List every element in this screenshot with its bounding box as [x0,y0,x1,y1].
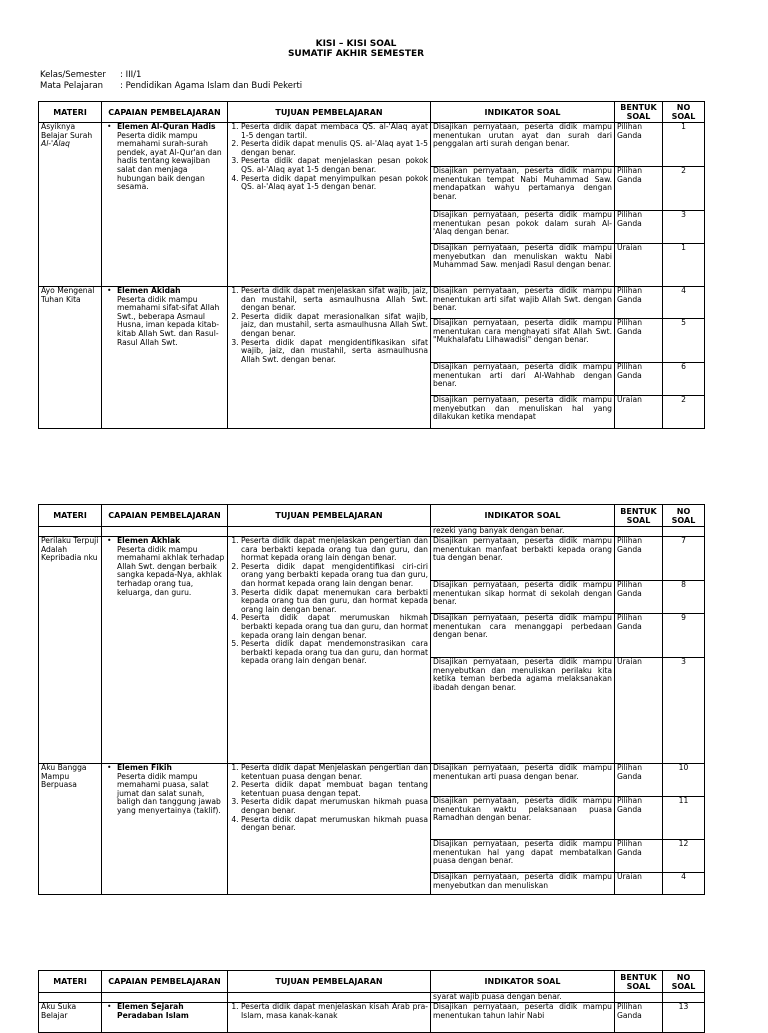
bentuk-cell: Uraian [615,396,663,429]
meta-mapel: Mata Pelajaran : Pendidikan Agama Islam dan Budi Pekerti [40,81,303,91]
indikator-cell: Disajikan pernyataan, peserta didik mampu menentukan tempat Nabi Muhammad Saw. mendapatkan wahyu pertamanya dengan benar. [431,167,615,211]
header-bentuk: BENTUK SOAL [615,971,663,993]
bentuk-cell: Pilihan Ganda [615,581,663,614]
indikator-cell: Disajikan pernyataan, peserta didik mampu menentukan pesan pokok dalam surah Al-'Alaq dengan benar. [431,211,615,244]
materi-cell: Aku Suka Belajar [39,1003,102,1033]
no-cell: 13 [663,1003,705,1033]
meta-kelas: Kelas/Semester : III/1 [40,70,142,80]
no-cell: 10 [663,764,705,797]
no-cell: 11 [663,797,705,840]
materi-cell: Ayo Mengenal Tuhan Kita [39,287,102,429]
tujuan-item: 1. Peserta didik dapat menjelaskan sifat wajib, jaiz, dan mustahil, serta asmaulhusna Allah Swt. dengan benar. [241,287,428,313]
document-title: KISI – KISI SOAL [315,39,397,49]
tujuan-cell [228,287,431,429]
table-row [39,537,705,581]
bullet-icon: • [107,1002,112,1011]
bentuk-cell: Pilihan Ganda [615,319,663,363]
tujuan-item: 1. Peserta didik dapat membaca QS. al-'Alaq ayat 1-5 dengan tartil. [241,123,428,140]
table-row [39,123,705,167]
header-capaian: CAPAIAN PEMBELAJARAN [102,102,228,123]
header-indikator: INDIKATOR SOAL [431,102,615,123]
tujuan-cell [228,537,431,764]
indikator-cell: Disajikan pernyataan, peserta didik mampu menyebutkan dan menuliskan waktu Nabi Muhammad Saw. menjadi Rasul dengan benar. [431,244,615,287]
capaian-cell: • Elemen Al-Quran Hadis Peserta didik mampu memahami surah-surah pendek, ayat Al-Qur'an dan hadis tentang kewajiban salat dan menjaga hubungan baik dengan sesama. [102,123,228,287]
header-tujuan: TUJUAN PEMBELAJARAN [228,102,431,123]
header-no: NO SOAL [663,971,705,993]
tujuan-item: 3. Peserta didik dapat menemukan cara berbakti kepada orang tua dan guru, dan hormat kepada orang lain dengan benar. [241,589,428,615]
bentuk-cell: Pilihan Ganda [615,537,663,581]
capaian-cell: • Elemen Akidah Peserta didik mampu memahami sifat-sifat Allah Swt., beberapa Asmaul Husna, iman kepada kitab-kitab Allah Swt. dan Rasul-Rasul Allah Swt. [102,287,228,429]
tujuan-cell [228,123,431,287]
indikator-cell: Disajikan pernyataan, peserta didik mampu menentukan cara menanggapi perbedaan dengan benar. [431,614,615,658]
indikator-cell: Disajikan pernyataan, peserta didik mampu menyebutkan dan menuliskan [431,873,615,895]
header-bentuk: BENTUK SOAL [615,102,663,123]
header-tujuan: TUJUAN PEMBELAJARAN [228,505,431,527]
tujuan-item: 5. Peserta didik dapat mendemonstrasikan cara berbakti kepada orang tua dan guru, dan hormat kepada orang lain dengan benar. [241,640,428,666]
materi-cell: Aku Bangga Mampu Berpuasa [39,764,102,895]
no-cell: 3 [663,658,705,764]
indikator-cell: Disajikan pernyataan, peserta didik mampu menentukan urutan ayat dan surah dari penggalan arti surah dengan benar. [431,123,615,167]
table-row [39,527,705,537]
table-row [39,764,705,797]
bentuk-cell: Pilihan Ganda [615,840,663,873]
bentuk-cell: Uraian [615,873,663,895]
bentuk-cell: Pilihan Ganda [615,1003,663,1033]
no-cell: 7 [663,537,705,581]
kisi-table-page1 [38,101,705,429]
bullet-icon: • [107,286,112,295]
capaian-cell: • Elemen Sejarah Peradaban Islam [102,1003,228,1033]
header-capaian: CAPAIAN PEMBELAJARAN [102,971,228,993]
table-row [39,287,705,319]
indikator-cell: Disajikan pernyataan, peserta didik mampu menentukan tahun lahir Nabi [431,1003,615,1033]
capaian-cell: • Elemen Akhlak Peserta didik mampu memahami akhlak terhadap Allah Swt. dengan berbaik sangka kepada-Nya, akhlak terhadap orang tua, keluarga, dan guru. [102,537,228,764]
header-bentuk: BENTUK SOAL [615,505,663,527]
tujuan-item: 2. Peserta didik dapat menulis QS. al-'Alaq ayat 1-5 dengan benar. [241,140,428,157]
no-cell: 8 [663,581,705,614]
materi-cell: Perilaku Terpuji Adalah Kepribadia nku [39,537,102,764]
header-capaian: CAPAIAN PEMBELAJARAN [102,505,228,527]
indikator-cell: Disajikan pernyataan, peserta didik mampu menentukan hal yang dapat membatalkan puasa dengan benar. [431,840,615,873]
indikator-cell: Disajikan pernyataan, peserta didik mampu menentukan arti sifat wajib Allah Swt. dengan benar. [431,287,615,319]
tujuan-item: 1. Peserta didik dapat Menjelaskan pengertian dan ketentuan puasa dengan benar. [241,764,428,781]
tujuan-item: 4. Peserta didik dapat menyimpulkan pesan pokok QS. al-'Alaq ayat 1-5 dengan benar. [241,175,428,192]
no-cell: 6 [663,363,705,396]
header-materi: MATERI [39,505,102,527]
tujuan-item: 3. Peserta didik dapat mengidentifikasikan sifat wajib, jaiz, dan mustahil, serta asmaulhusna Allah Swt. dengan benar. [241,339,428,365]
tujuan-item: 4. Peserta didik dapat merumuskan hikmah puasa dengan benar. [241,816,428,833]
bentuk-cell: Pilihan Ganda [615,764,663,797]
bentuk-cell: Pilihan Ganda [615,287,663,319]
bentuk-cell: Uraian [615,658,663,764]
bullet-icon: • [107,536,112,545]
indikator-cell: Disajikan pernyataan, peserta didik mampu menentukan sikap hormat di sekolah dengan benar. [431,581,615,614]
tujuan-item: 2. Peserta didik dapat merasionalkan sifat wajib, jaiz, dan mustahil, serta asmaulhusna Allah Swt. dengan benar. [241,313,428,339]
table-row [39,1003,705,1033]
no-cell: 12 [663,840,705,873]
indikator-cell: Disajikan pernyataan, peserta didik mampu menentukan arti dari Al-Wahhab dengan benar. [431,363,615,396]
indikator-cell: Disajikan pernyataan, peserta didik mampu menentukan waktu pelaksanaan puasa Ramadhan dengan benar. [431,797,615,840]
bentuk-cell: Pilihan Ganda [615,797,663,840]
header-materi: MATERI [39,102,102,123]
bullet-icon: • [107,122,112,131]
no-cell: 4 [663,287,705,319]
document-subtitle: SUMATIF AKHIR SEMESTER [287,49,425,59]
no-cell: 2 [663,167,705,211]
indikator-cell: Disajikan pernyataan, peserta didik mampu menentukan manfaat berbakti kepada orang tua dengan benar. [431,537,615,581]
tujuan-item: 2. Peserta didik dapat mengidentifikasi ciri-ciri orang yang berbakti kepada orang tua dan guru, dan hormat kepada orang lain dengan benar. [241,563,428,589]
header-no: NO SOAL [663,102,705,123]
bullet-icon: • [107,763,112,772]
bentuk-cell: Uraian [615,244,663,287]
indikator-cell: Disajikan pernyataan, peserta didik mampu menentukan cara menghayati sifat Allah Swt. "Mukhalafatu Lilhawadisi" dengan benar. [431,319,615,363]
no-cell: 1 [663,244,705,287]
no-cell: 5 [663,319,705,363]
indikator-carry-cell: syarat wajib puasa dengan benar. [431,993,615,1003]
tujuan-cell [228,1003,431,1033]
tujuan-item: 3. Peserta didik dapat menjelaskan pesan pokok QS. al-'Alaq ayat 1-5 dengan benar. [241,157,428,174]
table-header-row [39,102,705,123]
header-indikator: INDIKATOR SOAL [431,505,615,527]
bentuk-cell: Pilihan Ganda [615,363,663,396]
bentuk-cell: Pilihan Ganda [615,123,663,167]
table-header-row [39,971,705,993]
table-row [39,993,705,1003]
bentuk-cell: Pilihan Ganda [615,167,663,211]
bentuk-cell: Pilihan Ganda [615,614,663,658]
tujuan-item: 3. Peserta didik dapat merumuskan hikmah puasa dengan benar. [241,798,428,815]
header-materi: MATERI [39,971,102,993]
tujuan-item: 2. Peserta didik dapat membuat bagan tentang ketentuan puasa dengan tepat. [241,781,428,798]
no-cell: 1 [663,123,705,167]
header-indikator: INDIKATOR SOAL [431,971,615,993]
no-cell: 4 [663,873,705,895]
bentuk-cell: Pilihan Ganda [615,211,663,244]
capaian-cell: • Elemen Fikih Peserta didik mampu memahami puasa, salat jumat dan salat sunah, baligh dan tanggung jawab yang menyertainya (taklif). [102,764,228,895]
indikator-carry-cell: rezeki yang banyak dengan benar. [431,527,615,537]
header-tujuan: TUJUAN PEMBELAJARAN [228,971,431,993]
no-cell: 9 [663,614,705,658]
tujuan-item: 1. Peserta didik dapat menjelaskan kisah Arab pra-Islam, masa kanak-kanak [241,1003,428,1020]
indikator-cell: Disajikan pernyataan, peserta didik mampu menentukan arti puasa dengan benar. [431,764,615,797]
tujuan-item: 4. Peserta didik dapat merumuskan hikmah berbakti kepada orang tua dan guru, dan hormat kepada orang lain dengan benar. [241,614,428,640]
table-header-row [39,505,705,527]
indikator-cell: Disajikan pernyataan, peserta didik mampu menyebutkan dan menuliskan perilaku kita ketika teman berbeda agama melaksanakan ibadah dengan benar. [431,658,615,764]
tujuan-cell [228,764,431,895]
materi-cell: Asyiknya Belajar Surah Al-'Alaq [39,123,102,287]
indikator-cell: Disajikan pernyataan, peserta didik mampu menyebutkan dan menuliskan hal yang dilakukan ketika mendapat [431,396,615,429]
tujuan-item: 1. Peserta didik dapat menjelaskan pengertian dan cara berbakti kepada orang tua dan guru, dan hormat kepada orang lain dengan benar. [241,537,428,563]
no-cell: 3 [663,211,705,244]
kisi-table-page2 [38,504,705,895]
no-cell: 2 [663,396,705,429]
meta-block [40,70,302,92]
header-no: NO SOAL [663,505,705,527]
